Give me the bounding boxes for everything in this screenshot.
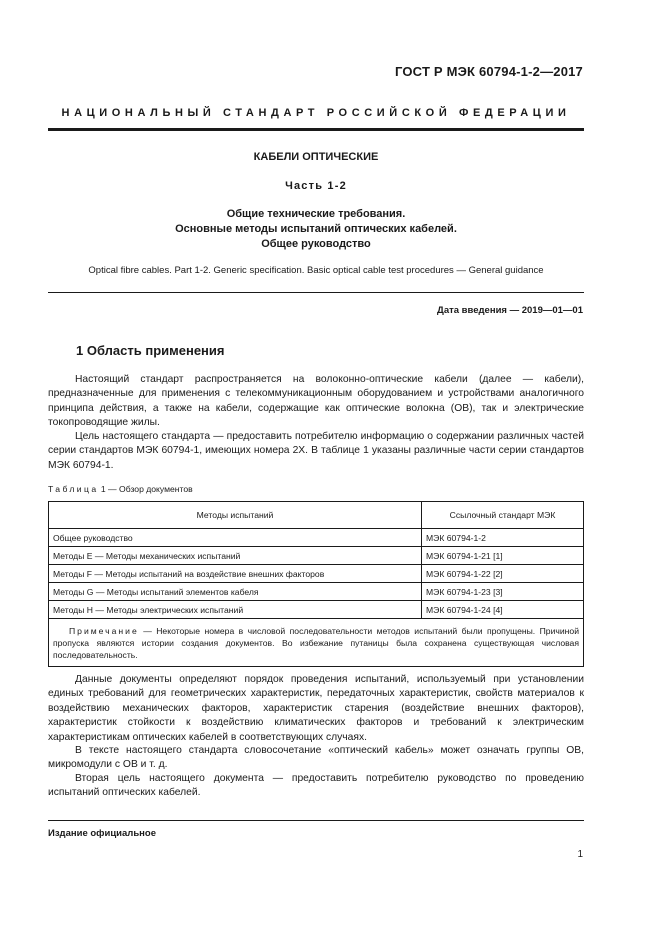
table-caption-text: 1 — Обзор документов: [98, 484, 193, 494]
section-heading: 1 Область применения: [76, 343, 225, 358]
edition-label: Издание официальное: [48, 828, 156, 839]
table-cell: Методы Е — Методы механических испытаний: [49, 547, 422, 565]
paragraph: [48, 430, 584, 473]
column-header: Ссылочный стандарт МЭК: [422, 502, 584, 529]
table-cell: МЭК 60794-1-22 [2]: [422, 565, 584, 583]
paragraph: [48, 373, 584, 431]
note-prefix: Примечание: [69, 625, 139, 636]
document-title: КАБЕЛИ ОПТИЧЕСКИЕ: [253, 151, 379, 163]
document-code: ГОСТ Р МЭК 60794-1-2—2017: [394, 64, 583, 79]
paragraph: [48, 772, 584, 801]
paragraph: [48, 744, 584, 773]
table-row: [49, 547, 584, 565]
english-title: Optical fibre cables. Part 1-2. Generic specification. Basic optical cable test procedures — General guidance: [88, 265, 544, 276]
paragraph: [48, 673, 584, 745]
documents-table: [48, 501, 584, 667]
table-cell: МЭК 60794-1-2: [422, 529, 584, 547]
table-row: [49, 601, 584, 619]
column-header: Методы испытаний: [49, 502, 422, 529]
footer-divider: [48, 820, 584, 821]
table-caption: [48, 484, 193, 494]
part-label: Часть 1-2: [285, 180, 347, 192]
table-row: [49, 565, 584, 583]
note-text: — Некоторые номера в числовой последовательности методов испытаний были пропущены. Причиной пропуска являются истории создания документов. Во избежание путаницы была сохранена существующая числовая последовательность.: [53, 625, 579, 660]
table-note: [49, 619, 584, 667]
paragraph-text: Вторая цель настоящего документа — предоставить потребителю руководство по проведению испытаний оптических кабелей.: [48, 773, 584, 799]
title-divider: [48, 292, 584, 293]
paragraph-text: В тексте настоящего стандарта словосочетание «оптический кабель» может означать группы ОВ, микромодули с ОВ и т. д.: [48, 745, 584, 771]
document-subtitle: [48, 207, 584, 252]
table-cell: Методы Н — Методы электрических испытаний: [49, 601, 422, 619]
page-number: 1: [577, 849, 583, 860]
header-divider: [48, 128, 584, 131]
subtitle-line: Основные методы испытаний оптических кабелей.: [175, 223, 457, 235]
subtitle-line: Общие технические требования.: [226, 208, 406, 220]
table-cell: Общее руководство: [49, 529, 422, 547]
paragraph-text: Настоящий стандарт распространяется на волоконно-оптические кабели (далее — кабели), предназначенные для применения с телекоммуникационным оборудованием и устройствами аналогичного принципа действия, а также на кабели, содержащие как оптические волокна (ОВ), так и электрические токопроводящие жилы.: [48, 374, 584, 429]
table-cell: МЭК 60794-1-21 [1]: [422, 547, 584, 565]
paragraph-text: Данные документы определяют порядок проведения испытаний, используемый при установлении единых требований для геометрических характеристик, передаточных характеристик, свойств материалов к воздействию механических факторов, характеристик старения (воздействие внешних факторов), характеристик стойкости к воздействию климатических факторов и требований к электрическим характеристикам оптических кабелей в соответствующих случаях.: [48, 674, 584, 743]
table-note-row: [49, 619, 584, 667]
national-standard-banner: НАЦИОНАЛЬНЫЙ СТАНДАРТ РОССИЙСКОЙ ФЕДЕРАЦИИ: [61, 107, 571, 119]
introduction-date: Дата введения — 2019—01—01: [437, 305, 583, 316]
table-cell: МЭК 60794-1-23 [3]: [422, 583, 584, 601]
table-row: [49, 583, 584, 601]
table-caption-prefix: Таблица: [48, 484, 99, 494]
table-cell: МЭК 60794-1-24 [4]: [422, 601, 584, 619]
table-header-row: [49, 502, 584, 529]
table-cell: Методы G — Методы испытаний элементов кабеля: [49, 583, 422, 601]
table-row: [49, 529, 584, 547]
subtitle-line: Общее руководство: [261, 238, 371, 250]
paragraph-text: Цель настоящего стандарта — предоставить потребителю информацию о содержании различных частей серии стандартов МЭК 60794-1, имеющих номера 2X. В таблице 1 указаны различные части серии стандартов МЭК 60794-1.: [48, 431, 584, 471]
table-cell: Методы F — Методы испытаний на воздействие внешних факторов: [49, 565, 422, 583]
